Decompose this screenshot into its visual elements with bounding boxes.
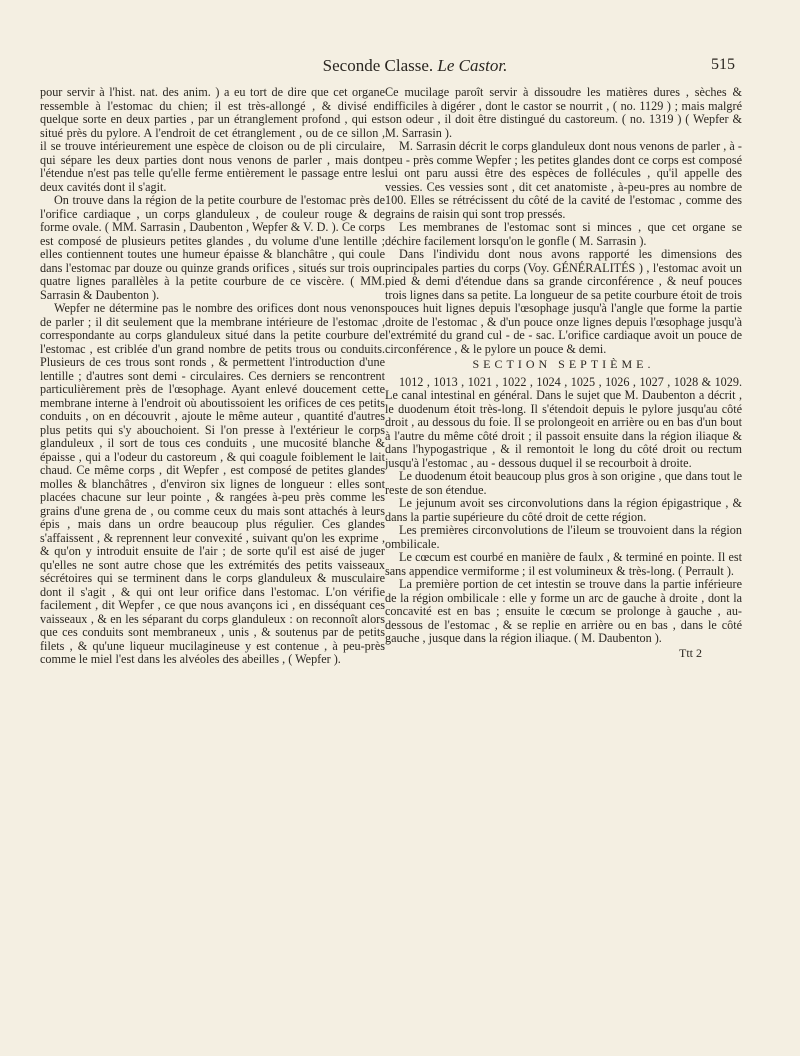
page-header: [0, 50, 800, 84]
paragraph: La première portion de cet intestin se trouve dans la partie inférieure de la région ombilicale : elle y forme un arc de gauche à droite , dont la concavité est en bas ; ensuite le cœcum se prolonge à gauche , au-dessous de l'estomac , & se replie en arrière ou en bas , dans le côté gauche , jusque dans la région iliaque. ( M. Daubenton ).: [385, 577, 742, 645]
section-heading: SECTION SEPTIÈME.: [472, 357, 655, 371]
paragraph: Le duodenum étoit beaucoup plus gros à son origine , que dans tout le reste de son étendue.: [385, 469, 742, 497]
paragraph: Dans l'individu dont nous avons rapporté les dimensions des principales parties du corps (Voy. GÉNÉRALITÉS ) , l'estomac avoit un pied & demi d'étendue dans sa grande circonférence , & neuf pouces trois lignes dans sa petite. La longueur de sa petite courbure étoit de trois pouces huit lignes depuis l'œsophage jusqu'à l'angle que forme la partie droite de l'estomac , & d'un pouce onze lignes depuis l'œsophage jusqu'à l'extrémité du grand cul - de - sac. L'orifice cardiaque avoit un pouce de circonférence , & le pylore un pouce & demi.: [385, 247, 742, 356]
paragraph: 1012 , 1013 , 1021 , 1022 , 1024 , 1025 , 1026 , 1027 , 1028 & 1029. Le canal intestinal en général. Dans le sujet que M. Daubenton a décrit , le duodenum étoit très-long. Il s'étendoit depuis le pylore jusqu'au côté droit , au dessous du foie. Il se prolongeoit en arrière ou en bas d'un bout à l'autre du même côté droit ; il passoit ensuite dans la région iliaque & dans l'hypogastrique , & il remontoit le long du côté droit ou rectum jusqu'à l'estomac , au - dessous duquel il se recourboit à droite.: [385, 374, 742, 470]
page-number: 515: [711, 56, 735, 73]
paragraph: pour servir à l'hist. nat. des anim. ) a eu tort de dire que cet organe ressemble à l'estomac du chien; il est très-allongé , & divisé en quelque sorte en deux parties , par un étranglement profond , qui est situé près du pylore. A l'endroit de cet étranglement , ou de ce sillon , il se trouve intérieurement une espèce de cloison ou de pli circulaire, qui sépare les deux parties dont nous venons de parler , mais dont l'étendue n'est pas telle qu'elle ferme entièrement le passage entre les deux cavités dont il s'agit.: [40, 85, 385, 194]
paragraph: M. Sarrasin décrit le corps glanduleux dont nous venons de parler , à - peu - près comme Wepfer ; les petites glandes dont ce corps est composé lui ont paru aussi être des espèces de follécules , qu'il appelle des vessies. Ces vessies sont , dit cet anatomiste , à-peu-pres au nombre de 100. Elles se rétrécissent du côté de la cavité de l'estomac , comme des grains de raisin qui sont trop pressés.: [385, 139, 742, 221]
paragraph: Le jejunum avoit ses circonvolutions dans la région épigastrique , & dans la partie supérieure du côté droit de cette région.: [385, 496, 742, 524]
running-title: [250, 56, 580, 76]
section-label: Seconde Classe.: [322, 56, 434, 75]
paragraph: Ce mucilage paroît servir à dissoudre les matières dures , sèches & difficiles à digérer , dont le castor se nourrit , ( no. 1129 ) ; mais malgré son odeur , il doit être distingué du castoreum. ( no. 1319 ) ( Wepfer & M. Sarrasin ).: [385, 85, 742, 140]
chapter-title: Le Castor.: [437, 56, 508, 75]
paragraph: Wepfer ne détermine pas le nombre des orifices dont nous venons de parler ; il dit seulement que la membrane intérieure de l'estomac , correspondante au corps glanduleux situé dans la petite courbure de l'estomac , est criblée d'un grand nombre de petits trous ou conduits. Plusieurs de ces trous sont ronds , & permettent l'introduction d'une lentille ; d'autres sont demi - circulaires. Ces derniers se rencontrent particulièrement près de l'œsophage. Ayant enlevé doucement cette membrane interne à l'endroit où aboutissoient les orifices de ces petits conduits , on en découvrit , ajoute le même auteur , quantité d'autres plus petits qui s'y abouchoient. Si l'on presse à l'extérieur le corps glanduleux , il sort de tous ces conduits , une mucosité blanche & épaisse , qui a l'odeur du castoreum , & qui coagule foiblement le lait chaud. Ce même corps , dit Wepfer , est composé de petites glandes molles & blanchâtres , d'environ six lignes de longueur : elles sont placées chacune sur leur pointe , & rangées à-peu près comme les grains d'une grena de , ou comme ceux du mais sont attachés à leurs épis , mais dans un ordre beaucoup plus régulier. Ces glandes s'affaissent , & reprennent leur convexité , suivant qu'on les exprime , & qu'on y introduit ensuite de l'air ; de sorte qu'il est aisé de juger qu'elles ne sont autre chose que les extrémités des petits vaisseaux sécrétoires qui se terminent dans le corps glanduleux & musculaire dont il s'agit , & qui ont leur orifice dans l'estomac. L'on vérifie facilement , dit Wepfer , ce que nous avançons ici , en disséquant ces vaisseaux , & en les séparant du corps glanduleux : on reconnoît alors que ces conduits sont membraneux , unis , & soutenus par de petits filets , & qu'une liqueur mucilagineuse y est contenue , à peu-près comme le miel l'est dans les alvéoles des abeilles , ( Wepfer ).: [40, 301, 385, 666]
signature-mark: Ttt 2: [679, 645, 702, 660]
paragraph: Le cœcum est courbé en manière de faulx , & terminé en pointe. Il est sans appendice vermiforme ; il est volumineux & très-long. ( Perrault ).: [385, 550, 742, 578]
left-column: [40, 86, 385, 667]
paragraph: Les premières circonvolutions de l'ileum se trouvoient dans la région ombilicale.: [385, 523, 742, 551]
paragraph: On trouve dans la région de la petite courbure de l'estomac près de l'orifice cardiaque , un corps glanduleux , de couleur rouge & de forme ovale. ( MM. Sarrasin , Daubenton , Wepfer & V. D. ). Ce corps est composé de plusieurs petites glandes , du volume d'une lentille ; elles contiennent toutes une humeur épaisse & blanchâtre , qui coule dans l'estomac par douze ou quinze grands orifices , situés sur trois ou quatre lignes parallèles à la petite courbure de ce viscère. ( MM. Sarrasin & Daubenton ).: [40, 193, 385, 302]
paragraph: Les membranes de l'estomac sont si minces , que cet organe se déchire facilement lorsqu'on le gonfle ( M. Sarrasin ).: [385, 220, 742, 248]
right-column: [385, 86, 742, 660]
